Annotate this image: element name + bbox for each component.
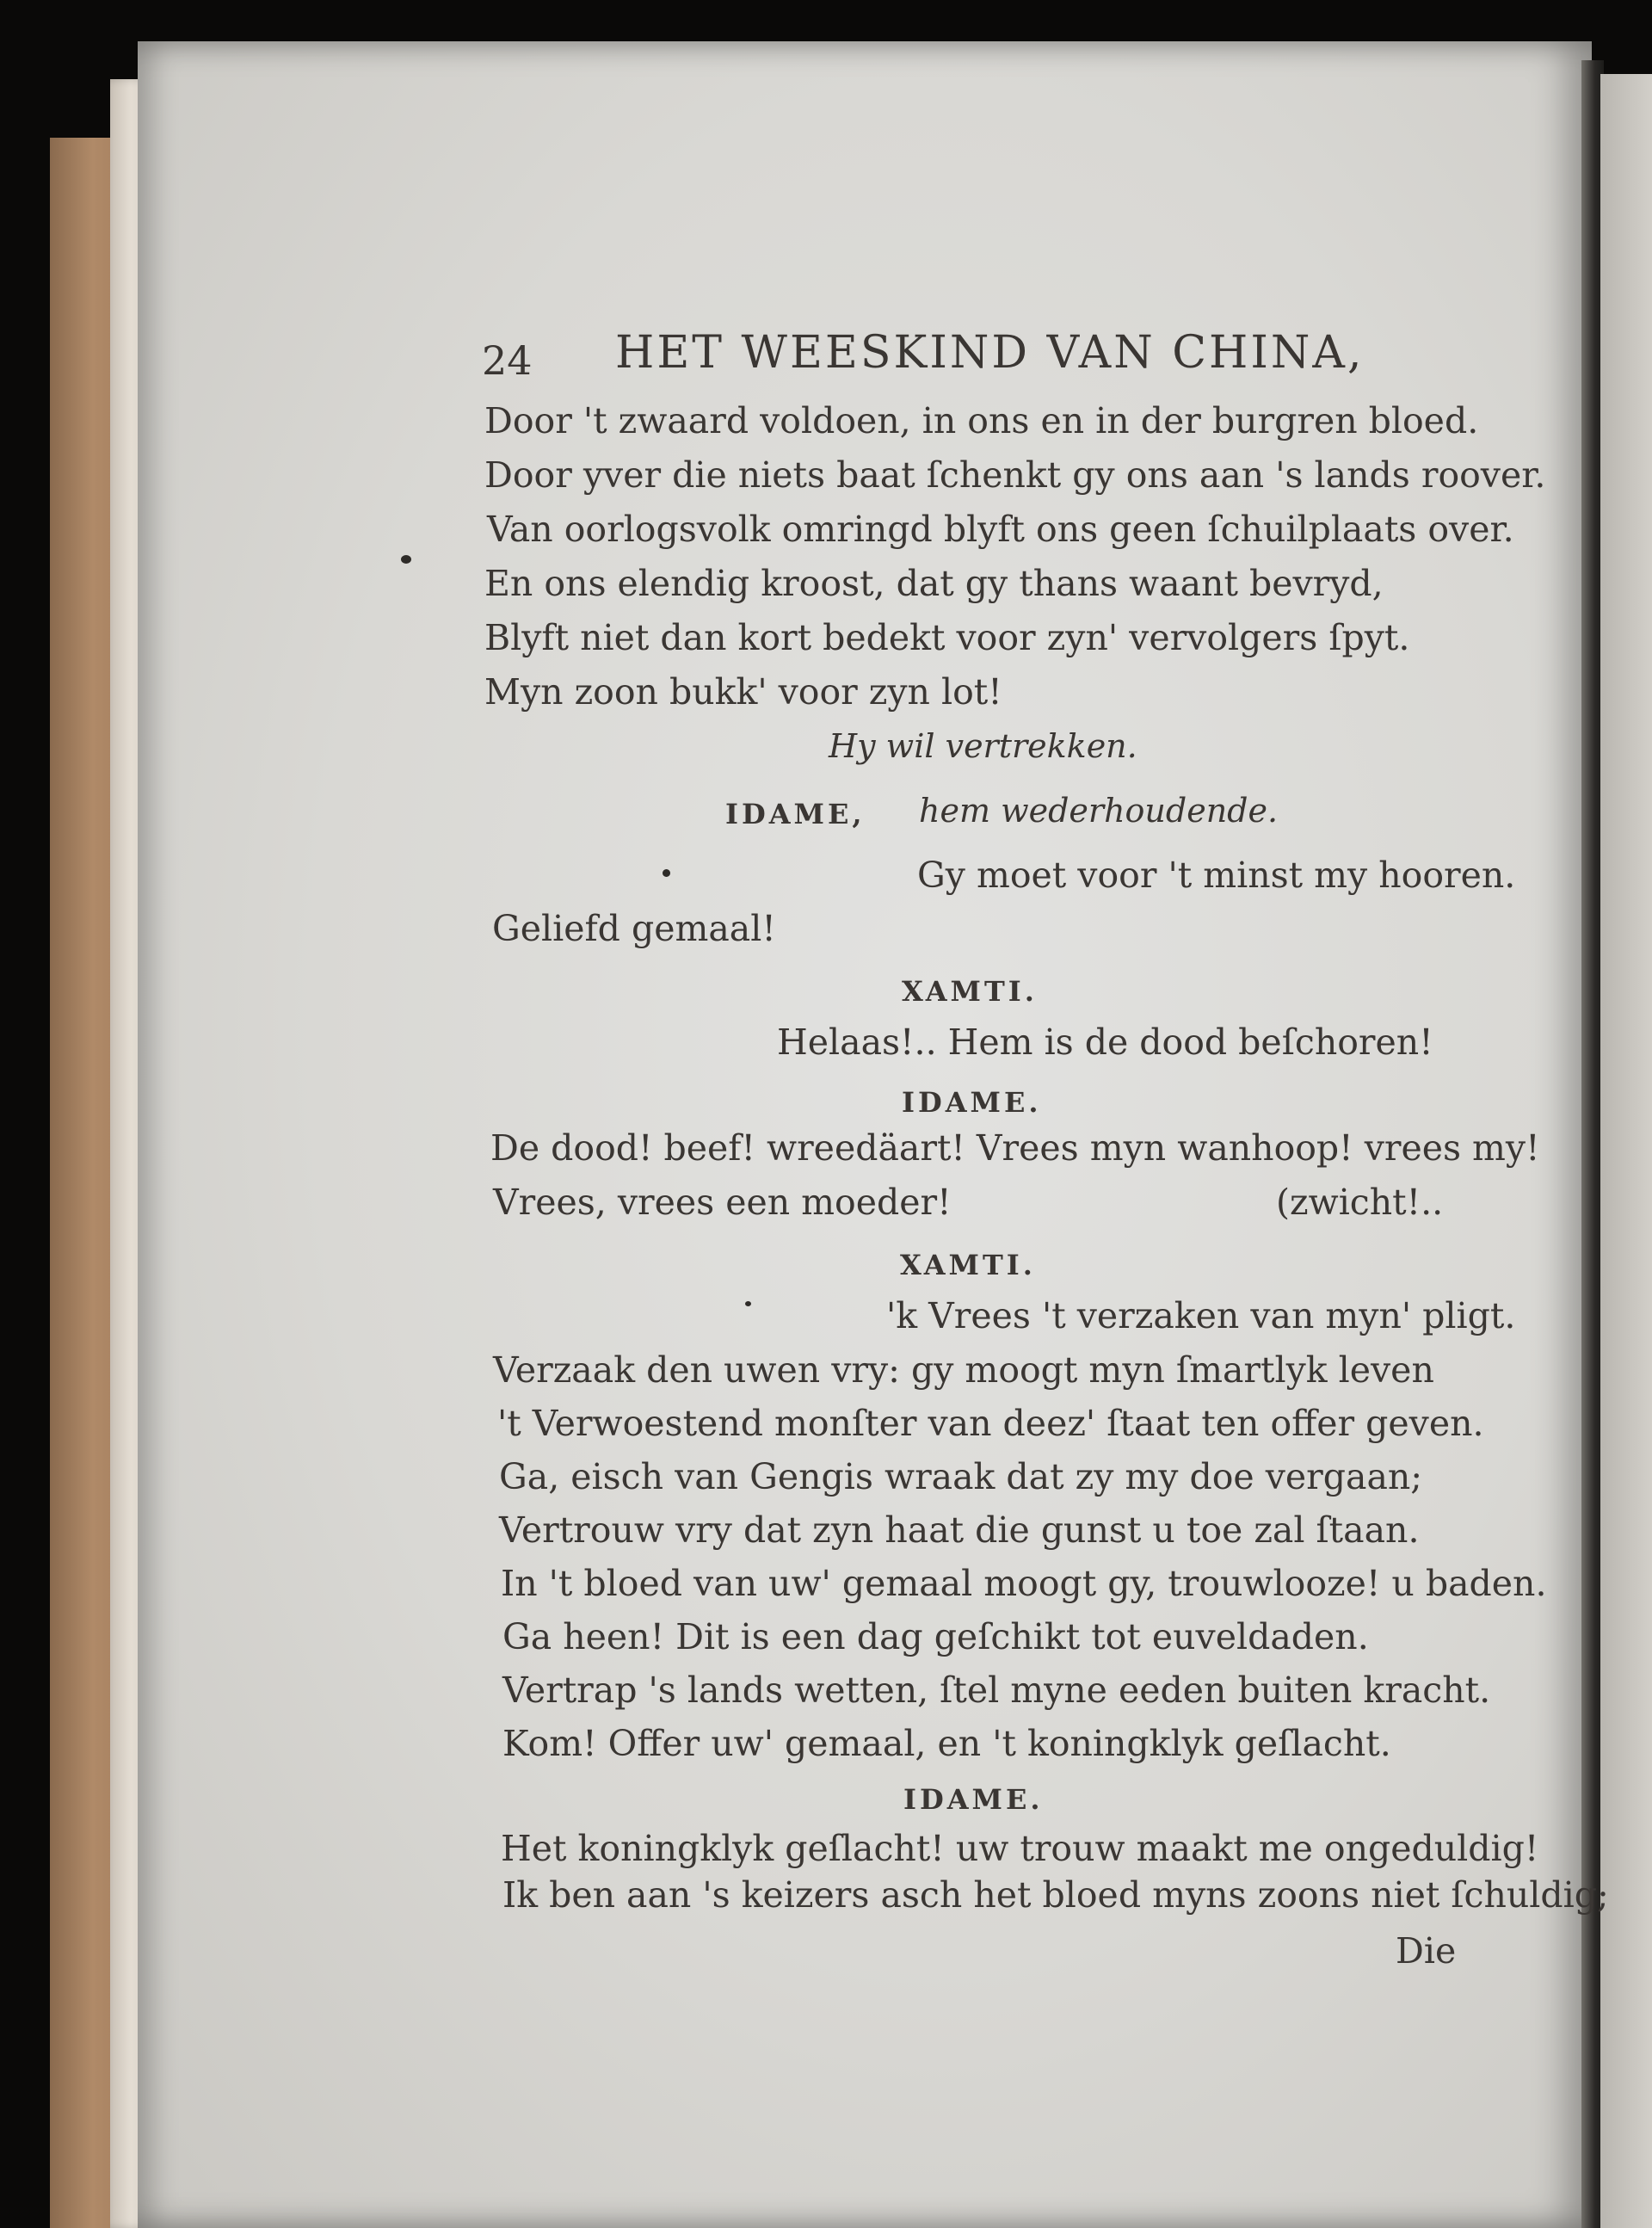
verse-line: Ga heen! Dit is een dag geſchikt tot euveldaden. <box>502 1616 1369 1657</box>
verse-line: Ik ben aan 's keizers asch het bloed myns zoons niet ſchuldig; <box>502 1874 1609 1916</box>
speaker-name: IDAME, <box>725 798 866 830</box>
stage-direction: hem wederhoudende. <box>919 792 1279 830</box>
verse-line: In 't bloed van uw' gemaal moogt gy, trouwlooze! u baden. <box>501 1563 1547 1604</box>
verse-line: (zwicht!.. <box>1276 1182 1444 1223</box>
ink-speck <box>745 1301 751 1306</box>
verse-line: Helaas!.. Hem is de dood beſchoren! <box>777 1021 1433 1063</box>
ink-speck <box>401 555 411 564</box>
stage-direction: Hy wil vertrekken. <box>829 727 1137 765</box>
verse-line: En ons elendig kroost, dat gy thans waant bevryd, <box>484 563 1384 604</box>
ink-speck <box>663 869 670 877</box>
speaker-name: IDAME. <box>903 1783 1044 1816</box>
verse-line: De dood! beef! wreedäart! Vrees myn wanhoop! vrees my! <box>490 1127 1540 1169</box>
verse-line: Door 't zwaard voldoen, in ons en in der burgren bloed. <box>484 400 1479 441</box>
verse-line: Ga, eisch van Gengis wraak dat zy my doe vergaan; <box>499 1456 1423 1497</box>
verse-line: Blyft niet dan kort bedekt voor zyn' vervolgers ſpyt. <box>484 617 1410 658</box>
speaker-name: XAMTI. <box>902 975 1038 1008</box>
verse-line: Van oorlogsvolk omringd blyft ons geen ſchuilplaats over. <box>487 509 1514 550</box>
running-title: HET WEESKIND VAN CHINA, <box>615 327 1365 379</box>
speaker-name: XAMTI. <box>900 1249 1036 1281</box>
verse-line: Geliefd gemaal! <box>492 908 776 949</box>
verse-line: 'k Vrees 't verzaken van myn' pligt. <box>886 1295 1516 1336</box>
verse-line: Kom! Offer uw' gemaal, en 't koningklyk geſlacht. <box>502 1723 1391 1764</box>
verse-line: Verzaak den uwen vry: gy moogt myn ſmartlyk leven <box>493 1349 1434 1391</box>
verse-line: Door yver die niets baat ſchenkt gy ons aan 's lands roover. <box>484 454 1546 496</box>
verse-line: Vrees, vrees een moeder! <box>493 1182 952 1223</box>
verse-line: Vertrouw vry dat zyn haat die gunst u toe zal ſtaan. <box>499 1509 1420 1551</box>
page-number: 24 <box>482 337 533 384</box>
verse-line: Het koningklyk geſlacht! uw trouw maakt me ongeduldig! <box>501 1828 1539 1869</box>
speaker-name: IDAME. <box>902 1086 1042 1119</box>
verse-line: Vertrap 's lands wetten, ſtel myne eeden buiten kracht. <box>502 1669 1491 1711</box>
catchword: Die <box>1396 1930 1457 1972</box>
verse-line: Gy moet voor 't minst my hooren. <box>917 855 1516 896</box>
verse-line: 't Verwoestend monſter van deez' ſtaat ten offer geven. <box>497 1403 1484 1444</box>
verse-line: Myn zoon bukk' voor zyn lot! <box>484 671 1002 713</box>
